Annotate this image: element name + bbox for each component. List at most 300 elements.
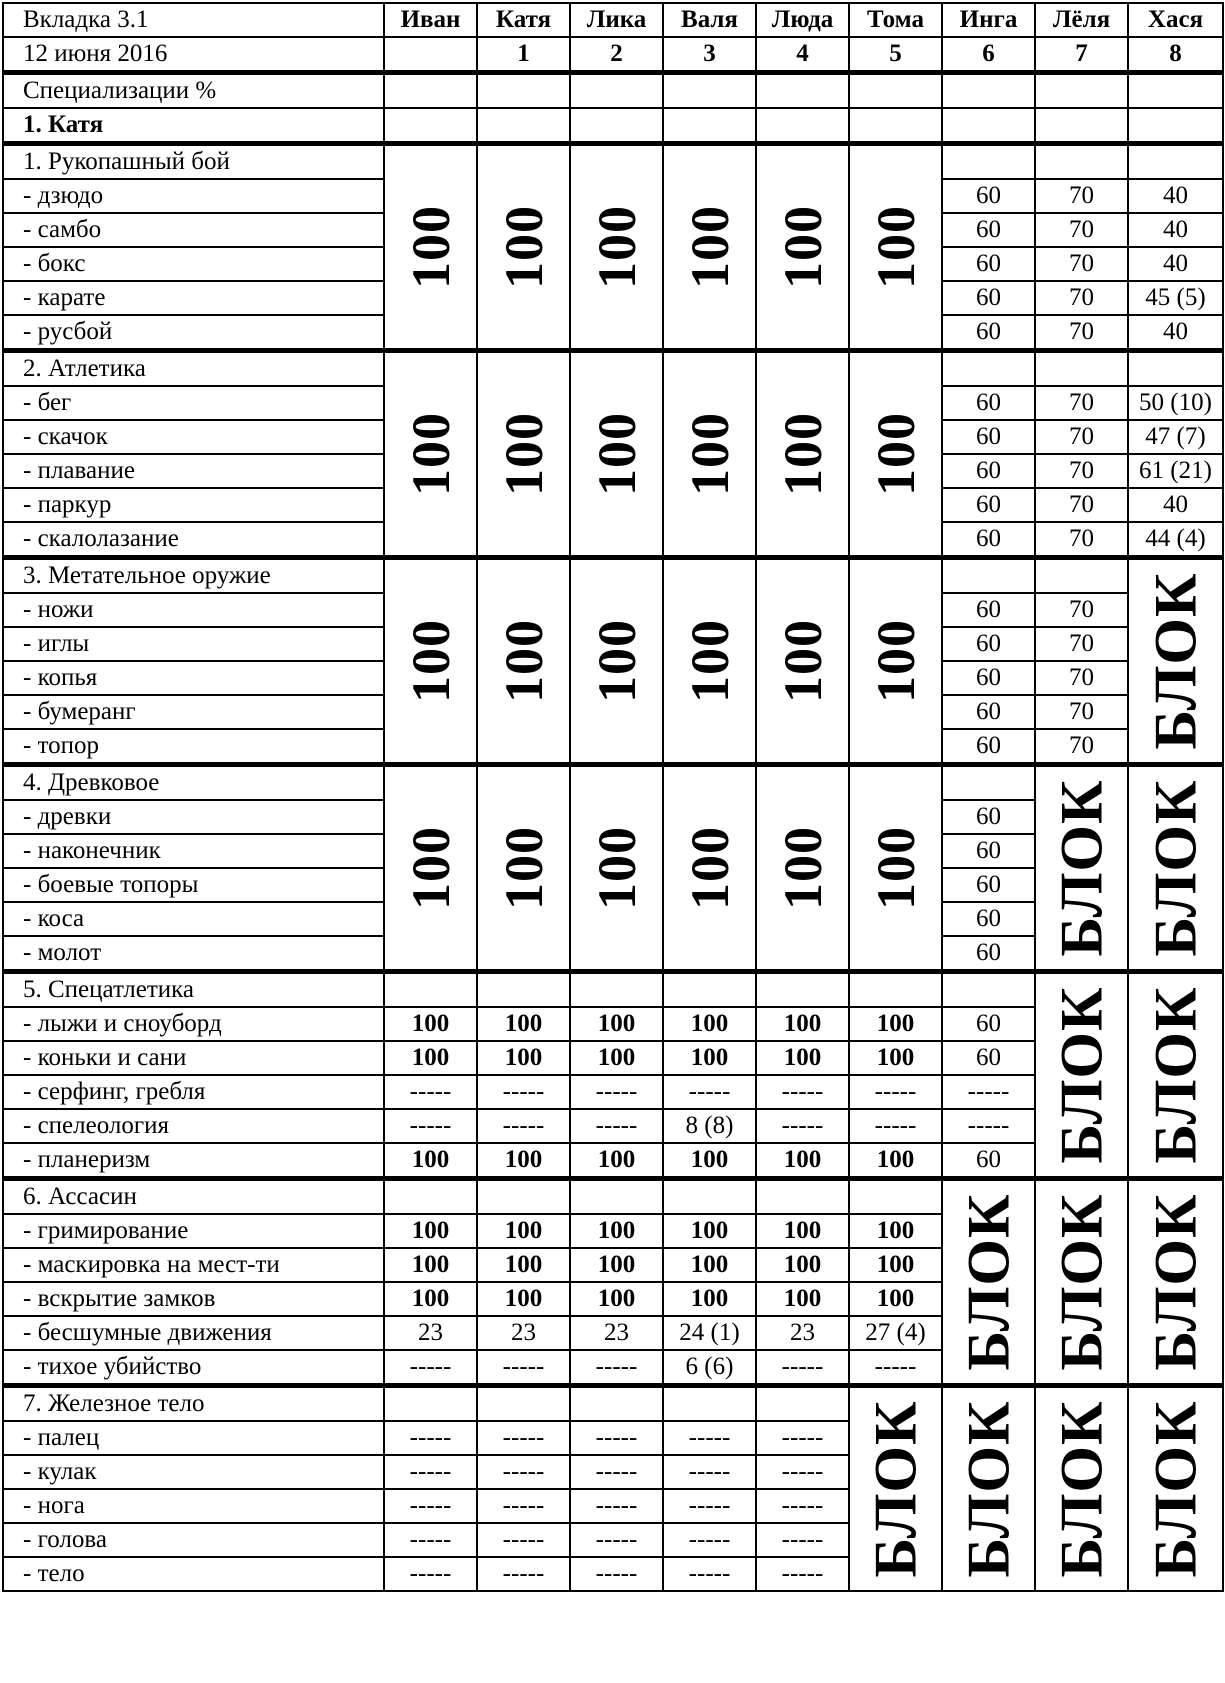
value-100-block-text: 100 bbox=[400, 826, 461, 910]
value-cell: ----- bbox=[570, 1075, 663, 1109]
number-cell: 8 bbox=[1128, 37, 1223, 73]
row-label: - нога bbox=[3, 1489, 384, 1523]
value-cell: 44 (4) bbox=[1128, 522, 1223, 558]
section-title: 4. Древковое bbox=[3, 765, 384, 801]
value-cell: 100 bbox=[849, 1214, 942, 1248]
empty-cell bbox=[384, 972, 477, 1008]
row-label: - тихое убийство bbox=[3, 1350, 384, 1386]
blocked-cell-text: БЛОК bbox=[1142, 1193, 1208, 1371]
value-cell: 70 bbox=[1035, 213, 1128, 247]
value-100-block bbox=[663, 144, 756, 351]
blocked-cell-text: БЛОК bbox=[1142, 1400, 1208, 1578]
value-cell: 23 bbox=[756, 1316, 849, 1350]
value-cell: 100 bbox=[663, 1248, 756, 1282]
value-100-block bbox=[477, 765, 570, 972]
section-row bbox=[3, 144, 1223, 180]
value-cell: 60 bbox=[942, 179, 1035, 213]
value-cell: 100 bbox=[663, 1007, 756, 1041]
value-cell: 60 bbox=[942, 627, 1035, 661]
value-100-block-text: 100 bbox=[772, 205, 833, 289]
value-100-block-text: 100 bbox=[493, 412, 554, 496]
value-cell: 70 bbox=[1035, 281, 1128, 315]
row-label: - копья bbox=[3, 661, 384, 695]
section-row bbox=[3, 351, 1223, 387]
value-100-block-text: 100 bbox=[679, 826, 740, 910]
row-label: - тело bbox=[3, 1557, 384, 1591]
value-cell: 45 (5) bbox=[1128, 281, 1223, 315]
value-100-block bbox=[849, 144, 942, 351]
value-100-block bbox=[849, 558, 942, 765]
value-cell: 100 bbox=[477, 1007, 570, 1041]
value-cell: ----- bbox=[756, 1350, 849, 1386]
value-cell: 60 bbox=[942, 661, 1035, 695]
value-cell: 60 bbox=[942, 1041, 1035, 1075]
value-cell: ----- bbox=[384, 1350, 477, 1386]
empty-cell bbox=[477, 972, 570, 1008]
value-cell: 100 bbox=[663, 1143, 756, 1179]
value-cell: 23 bbox=[384, 1316, 477, 1350]
specializations-title: Специализации % bbox=[3, 73, 384, 109]
row-label: - коса bbox=[3, 902, 384, 936]
name-lelya: Лёля bbox=[1035, 3, 1128, 37]
blocked-cell bbox=[942, 1179, 1035, 1386]
value-cell: 100 bbox=[384, 1143, 477, 1179]
tab-title: Вкладка 3.1 bbox=[3, 3, 384, 37]
name-lyuda: Люда bbox=[756, 3, 849, 37]
row-label: - самбо bbox=[3, 213, 384, 247]
empty-cell bbox=[663, 1179, 756, 1215]
value-100-block-text: 100 bbox=[865, 826, 926, 910]
row-label: - топор bbox=[3, 729, 384, 765]
name-ivan: Иван bbox=[384, 3, 477, 37]
value-cell: 100 bbox=[663, 1282, 756, 1316]
blocked-cell-text: БЛОК bbox=[1048, 1193, 1114, 1371]
value-cell: ----- bbox=[477, 1350, 570, 1386]
blocked-cell-text: БЛОК bbox=[955, 1193, 1021, 1371]
empty-cell bbox=[756, 972, 849, 1008]
value-100-block bbox=[477, 351, 570, 558]
value-cell: ----- bbox=[756, 1489, 849, 1523]
value-cell: 60 bbox=[942, 834, 1035, 868]
blocked-cell bbox=[849, 1386, 942, 1592]
value-cell: ----- bbox=[756, 1421, 849, 1455]
value-cell: ----- bbox=[384, 1455, 477, 1489]
value-cell: ----- bbox=[849, 1075, 942, 1109]
value-100-block bbox=[663, 558, 756, 765]
blocked-cell-text: БЛОК bbox=[1048, 986, 1114, 1164]
value-cell: ----- bbox=[384, 1109, 477, 1143]
value-100-block-text: 100 bbox=[400, 619, 461, 703]
value-100-block-text: 100 bbox=[679, 412, 740, 496]
value-cell: 70 bbox=[1035, 386, 1128, 420]
value-cell: 70 bbox=[1035, 695, 1128, 729]
value-cell: 24 (1) bbox=[663, 1316, 756, 1350]
blocked-cell bbox=[1128, 1179, 1223, 1386]
value-100-block-text: 100 bbox=[865, 619, 926, 703]
value-cell: 100 bbox=[849, 1041, 942, 1075]
row-label: - серфинг, гребля bbox=[3, 1075, 384, 1109]
empty-cell bbox=[942, 558, 1035, 594]
row-label: - боевые топоры bbox=[3, 868, 384, 902]
value-cell: ----- bbox=[384, 1523, 477, 1557]
row-label: - гримирование bbox=[3, 1214, 384, 1248]
value-100-block bbox=[756, 765, 849, 972]
empty-cell bbox=[849, 1179, 942, 1215]
number-cell: 6 bbox=[942, 37, 1035, 73]
blocked-cell-text: БЛОК bbox=[955, 1400, 1021, 1578]
value-cell: 100 bbox=[570, 1041, 663, 1075]
value-cell: 100 bbox=[477, 1248, 570, 1282]
value-cell: ----- bbox=[384, 1489, 477, 1523]
value-cell: 70 bbox=[1035, 488, 1128, 522]
empty-cell bbox=[942, 351, 1035, 387]
blocked-cell bbox=[1035, 1179, 1128, 1386]
empty-cell bbox=[663, 1386, 756, 1422]
title-row bbox=[3, 73, 1223, 109]
value-cell: 100 bbox=[663, 1041, 756, 1075]
empty-cell bbox=[1035, 144, 1128, 180]
empty-cell bbox=[1128, 351, 1223, 387]
name-khasya: Хася bbox=[1128, 3, 1223, 37]
value-cell: ----- bbox=[663, 1523, 756, 1557]
blocked-cell-text: БЛОК bbox=[1142, 779, 1208, 957]
header-row bbox=[3, 3, 1223, 37]
value-cell: 60 bbox=[942, 1007, 1035, 1041]
value-cell: ----- bbox=[663, 1421, 756, 1455]
value-cell: 23 bbox=[477, 1316, 570, 1350]
value-cell: ----- bbox=[570, 1109, 663, 1143]
value-cell: 70 bbox=[1035, 522, 1128, 558]
value-cell: ----- bbox=[849, 1109, 942, 1143]
blocked-cell bbox=[1128, 972, 1223, 1179]
row-label: - древки bbox=[3, 800, 384, 834]
blocked-cell bbox=[942, 1386, 1035, 1592]
value-cell: ----- bbox=[570, 1455, 663, 1489]
value-cell: 100 bbox=[477, 1214, 570, 1248]
value-100-block bbox=[849, 765, 942, 972]
value-cell: 60 bbox=[942, 213, 1035, 247]
value-cell: ----- bbox=[570, 1421, 663, 1455]
value-cell: 40 bbox=[1128, 315, 1223, 351]
row-label: - вскрытие замков bbox=[3, 1282, 384, 1316]
value-cell: ----- bbox=[384, 1075, 477, 1109]
value-100-block bbox=[570, 765, 663, 972]
row-label: - плавание bbox=[3, 454, 384, 488]
blocked-cell bbox=[1035, 972, 1128, 1179]
value-cell: 60 bbox=[942, 247, 1035, 281]
value-cell: 100 bbox=[756, 1282, 849, 1316]
value-100-block-text: 100 bbox=[679, 205, 740, 289]
value-cell: 60 bbox=[942, 868, 1035, 902]
row-label: - наконечник bbox=[3, 834, 384, 868]
value-cell: ----- bbox=[477, 1557, 570, 1591]
value-100-block bbox=[849, 351, 942, 558]
value-cell: ----- bbox=[477, 1523, 570, 1557]
value-cell: ----- bbox=[756, 1557, 849, 1591]
blocked-cell bbox=[1128, 765, 1223, 972]
value-100-block bbox=[570, 144, 663, 351]
empty-cell bbox=[1035, 558, 1128, 594]
value-cell: 23 bbox=[570, 1316, 663, 1350]
section-title: 3. Метательное оружие bbox=[3, 558, 384, 594]
value-100-block bbox=[477, 558, 570, 765]
row-label: - бумеранг bbox=[3, 695, 384, 729]
value-cell: ----- bbox=[756, 1455, 849, 1489]
blocked-cell bbox=[1035, 765, 1128, 972]
number-cell: 5 bbox=[849, 37, 942, 73]
value-cell: 60 bbox=[942, 488, 1035, 522]
value-cell: 100 bbox=[477, 1282, 570, 1316]
value-100-block-text: 100 bbox=[772, 826, 833, 910]
value-cell: ----- bbox=[663, 1075, 756, 1109]
value-cell: 70 bbox=[1035, 627, 1128, 661]
value-cell: 6 (6) bbox=[663, 1350, 756, 1386]
value-cell: 60 bbox=[942, 936, 1035, 972]
value-100-block bbox=[756, 351, 849, 558]
value-100-block bbox=[756, 558, 849, 765]
value-cell: 60 bbox=[942, 729, 1035, 765]
value-cell: 60 bbox=[942, 902, 1035, 936]
value-100-block bbox=[570, 558, 663, 765]
empty-cell bbox=[663, 972, 756, 1008]
specializations-table bbox=[2, 2, 1224, 1592]
name-lika: Лика bbox=[570, 3, 663, 37]
value-100-block bbox=[384, 144, 477, 351]
value-cell: 100 bbox=[570, 1282, 663, 1316]
value-cell: 100 bbox=[756, 1143, 849, 1179]
number-cell bbox=[384, 37, 477, 73]
empty-cell bbox=[570, 1179, 663, 1215]
value-100-block-text: 100 bbox=[865, 205, 926, 289]
value-cell: ----- bbox=[477, 1109, 570, 1143]
blocked-cell-text: БЛОК bbox=[1048, 1400, 1114, 1578]
empty-cell bbox=[384, 1179, 477, 1215]
section-row bbox=[3, 1386, 1223, 1422]
empty-cell bbox=[942, 765, 1035, 801]
value-100-block bbox=[384, 558, 477, 765]
row-label: - маскировка на мест-ти bbox=[3, 1248, 384, 1282]
value-100-block-text: 100 bbox=[865, 412, 926, 496]
value-cell: ----- bbox=[384, 1557, 477, 1591]
number-row bbox=[3, 37, 1223, 73]
empty-cell bbox=[384, 1386, 477, 1422]
section-row bbox=[3, 765, 1223, 801]
row-label: - паркур bbox=[3, 488, 384, 522]
blocked-cell bbox=[1128, 558, 1223, 765]
row-label: - скалолазание bbox=[3, 522, 384, 558]
value-cell: 40 bbox=[1128, 213, 1223, 247]
value-cell: ----- bbox=[570, 1489, 663, 1523]
empty-cell bbox=[942, 144, 1035, 180]
value-cell: 100 bbox=[756, 1248, 849, 1282]
section-row bbox=[3, 1179, 1223, 1215]
value-cell: 70 bbox=[1035, 454, 1128, 488]
row-label: - скачок bbox=[3, 420, 384, 454]
value-cell: 60 bbox=[942, 1143, 1035, 1179]
value-cell: ----- bbox=[663, 1455, 756, 1489]
value-100-block-text: 100 bbox=[400, 412, 461, 496]
name-valya: Валя bbox=[663, 3, 756, 37]
row-label: - карате bbox=[3, 281, 384, 315]
empty-cell bbox=[756, 1386, 849, 1422]
row-label: - спелеология bbox=[3, 1109, 384, 1143]
empty-cell bbox=[1128, 144, 1223, 180]
blocked-cell bbox=[1035, 1386, 1128, 1592]
row-label: - планеризм bbox=[3, 1143, 384, 1179]
value-cell: 70 bbox=[1035, 593, 1128, 627]
value-cell: 40 bbox=[1128, 488, 1223, 522]
empty-cell bbox=[942, 972, 1035, 1008]
value-cell: 100 bbox=[384, 1282, 477, 1316]
value-cell: 50 (10) bbox=[1128, 386, 1223, 420]
value-cell: 100 bbox=[384, 1041, 477, 1075]
empty-cell bbox=[570, 972, 663, 1008]
value-cell: 100 bbox=[849, 1007, 942, 1041]
value-100-block bbox=[756, 144, 849, 351]
value-100-block bbox=[570, 351, 663, 558]
value-cell: 100 bbox=[570, 1214, 663, 1248]
value-cell: 100 bbox=[384, 1007, 477, 1041]
value-cell: 60 bbox=[942, 281, 1035, 315]
value-100-block bbox=[384, 351, 477, 558]
value-cell: 60 bbox=[942, 593, 1035, 627]
empty-cell bbox=[1035, 351, 1128, 387]
subtitle: 1. Катя bbox=[3, 108, 384, 144]
value-100-block-text: 100 bbox=[586, 412, 647, 496]
section-title: 1. Рукопашный бой bbox=[3, 144, 384, 180]
blocked-cell-text: БЛОК bbox=[1048, 779, 1114, 957]
row-label: - голова bbox=[3, 1523, 384, 1557]
value-cell: 70 bbox=[1035, 179, 1128, 213]
section-title: 5. Спецатлетика bbox=[3, 972, 384, 1008]
row-label: - палец bbox=[3, 1421, 384, 1455]
value-cell: 8 (8) bbox=[663, 1109, 756, 1143]
value-cell: ----- bbox=[663, 1557, 756, 1591]
value-cell: ----- bbox=[570, 1523, 663, 1557]
value-100-block bbox=[663, 351, 756, 558]
value-cell: 70 bbox=[1035, 247, 1128, 281]
value-cell: ----- bbox=[849, 1350, 942, 1386]
value-cell: 100 bbox=[477, 1143, 570, 1179]
number-cell: 3 bbox=[663, 37, 756, 73]
value-cell: 60 bbox=[942, 454, 1035, 488]
value-cell: ----- bbox=[570, 1557, 663, 1591]
row-label: - лыжи и сноуборд bbox=[3, 1007, 384, 1041]
value-cell: 60 bbox=[942, 420, 1035, 454]
row-label: - дзюдо bbox=[3, 179, 384, 213]
value-cell: 60 bbox=[942, 695, 1035, 729]
value-cell: ----- bbox=[477, 1421, 570, 1455]
value-100-block-text: 100 bbox=[493, 826, 554, 910]
value-100-block-text: 100 bbox=[493, 619, 554, 703]
row-label: - коньки и сани bbox=[3, 1041, 384, 1075]
value-cell: ----- bbox=[477, 1489, 570, 1523]
number-cell: 1 bbox=[477, 37, 570, 73]
row-label: - ножи bbox=[3, 593, 384, 627]
section-title: 6. Ассасин bbox=[3, 1179, 384, 1215]
value-100-block-text: 100 bbox=[493, 205, 554, 289]
name-katya: Катя bbox=[477, 3, 570, 37]
value-cell: 70 bbox=[1035, 420, 1128, 454]
value-cell: 100 bbox=[756, 1214, 849, 1248]
value-cell: ----- bbox=[663, 1489, 756, 1523]
value-cell: 100 bbox=[570, 1007, 663, 1041]
value-cell: 100 bbox=[849, 1143, 942, 1179]
value-100-block-text: 100 bbox=[679, 619, 740, 703]
row-label: - молот bbox=[3, 936, 384, 972]
value-cell: ----- bbox=[384, 1421, 477, 1455]
value-cell: 100 bbox=[570, 1248, 663, 1282]
value-100-block-text: 100 bbox=[772, 412, 833, 496]
value-cell: 100 bbox=[756, 1041, 849, 1075]
value-100-block bbox=[384, 765, 477, 972]
value-100-block bbox=[477, 144, 570, 351]
empty-cell bbox=[756, 1179, 849, 1215]
value-cell: 70 bbox=[1035, 729, 1128, 765]
empty-cell bbox=[477, 1179, 570, 1215]
subtitle-row bbox=[3, 108, 1223, 144]
value-cell: 61 (21) bbox=[1128, 454, 1223, 488]
value-100-block-text: 100 bbox=[400, 205, 461, 289]
value-cell: 100 bbox=[849, 1248, 942, 1282]
row-label: - бесшумные движения bbox=[3, 1316, 384, 1350]
value-cell: ----- bbox=[570, 1350, 663, 1386]
value-cell: 60 bbox=[942, 800, 1035, 834]
section-title: 2. Атлетика bbox=[3, 351, 384, 387]
number-cell: 7 bbox=[1035, 37, 1128, 73]
section-row bbox=[3, 558, 1223, 594]
row-label: - бег bbox=[3, 386, 384, 420]
value-cell: 100 bbox=[663, 1214, 756, 1248]
value-cell: 40 bbox=[1128, 247, 1223, 281]
value-cell: 100 bbox=[756, 1007, 849, 1041]
value-cell: ----- bbox=[756, 1109, 849, 1143]
date: 12 июня 2016 bbox=[3, 37, 384, 73]
value-cell: 100 bbox=[384, 1248, 477, 1282]
number-cell: 4 bbox=[756, 37, 849, 73]
row-label: - русбой bbox=[3, 315, 384, 351]
value-cell: 60 bbox=[942, 522, 1035, 558]
name-inga: Инга bbox=[942, 3, 1035, 37]
row-label: - иглы bbox=[3, 627, 384, 661]
value-100-block bbox=[663, 765, 756, 972]
row-label: - кулак bbox=[3, 1455, 384, 1489]
blocked-cell-text: БЛОК bbox=[1142, 572, 1208, 750]
empty-cell bbox=[477, 1386, 570, 1422]
value-cell: 100 bbox=[570, 1143, 663, 1179]
empty-cell bbox=[849, 972, 942, 1008]
value-100-block-text: 100 bbox=[586, 205, 647, 289]
value-cell: 60 bbox=[942, 315, 1035, 351]
name-toma: Тома bbox=[849, 3, 942, 37]
blocked-cell bbox=[1128, 1386, 1223, 1592]
value-cell: 70 bbox=[1035, 661, 1128, 695]
blocked-cell-text: БЛОК bbox=[862, 1400, 928, 1578]
value-100-block-text: 100 bbox=[586, 619, 647, 703]
empty-cell bbox=[570, 1386, 663, 1422]
value-100-block-text: 100 bbox=[772, 619, 833, 703]
number-cell: 2 bbox=[570, 37, 663, 73]
section-title: 7. Железное тело bbox=[3, 1386, 384, 1422]
value-cell: 40 bbox=[1128, 179, 1223, 213]
value-cell: 47 (7) bbox=[1128, 420, 1223, 454]
value-cell: 70 bbox=[1035, 315, 1128, 351]
value-cell: 27 (4) bbox=[849, 1316, 942, 1350]
value-cell: 60 bbox=[942, 386, 1035, 420]
value-cell: ----- bbox=[942, 1075, 1035, 1109]
blocked-cell-text: БЛОК bbox=[1142, 986, 1208, 1164]
value-cell: ----- bbox=[477, 1075, 570, 1109]
